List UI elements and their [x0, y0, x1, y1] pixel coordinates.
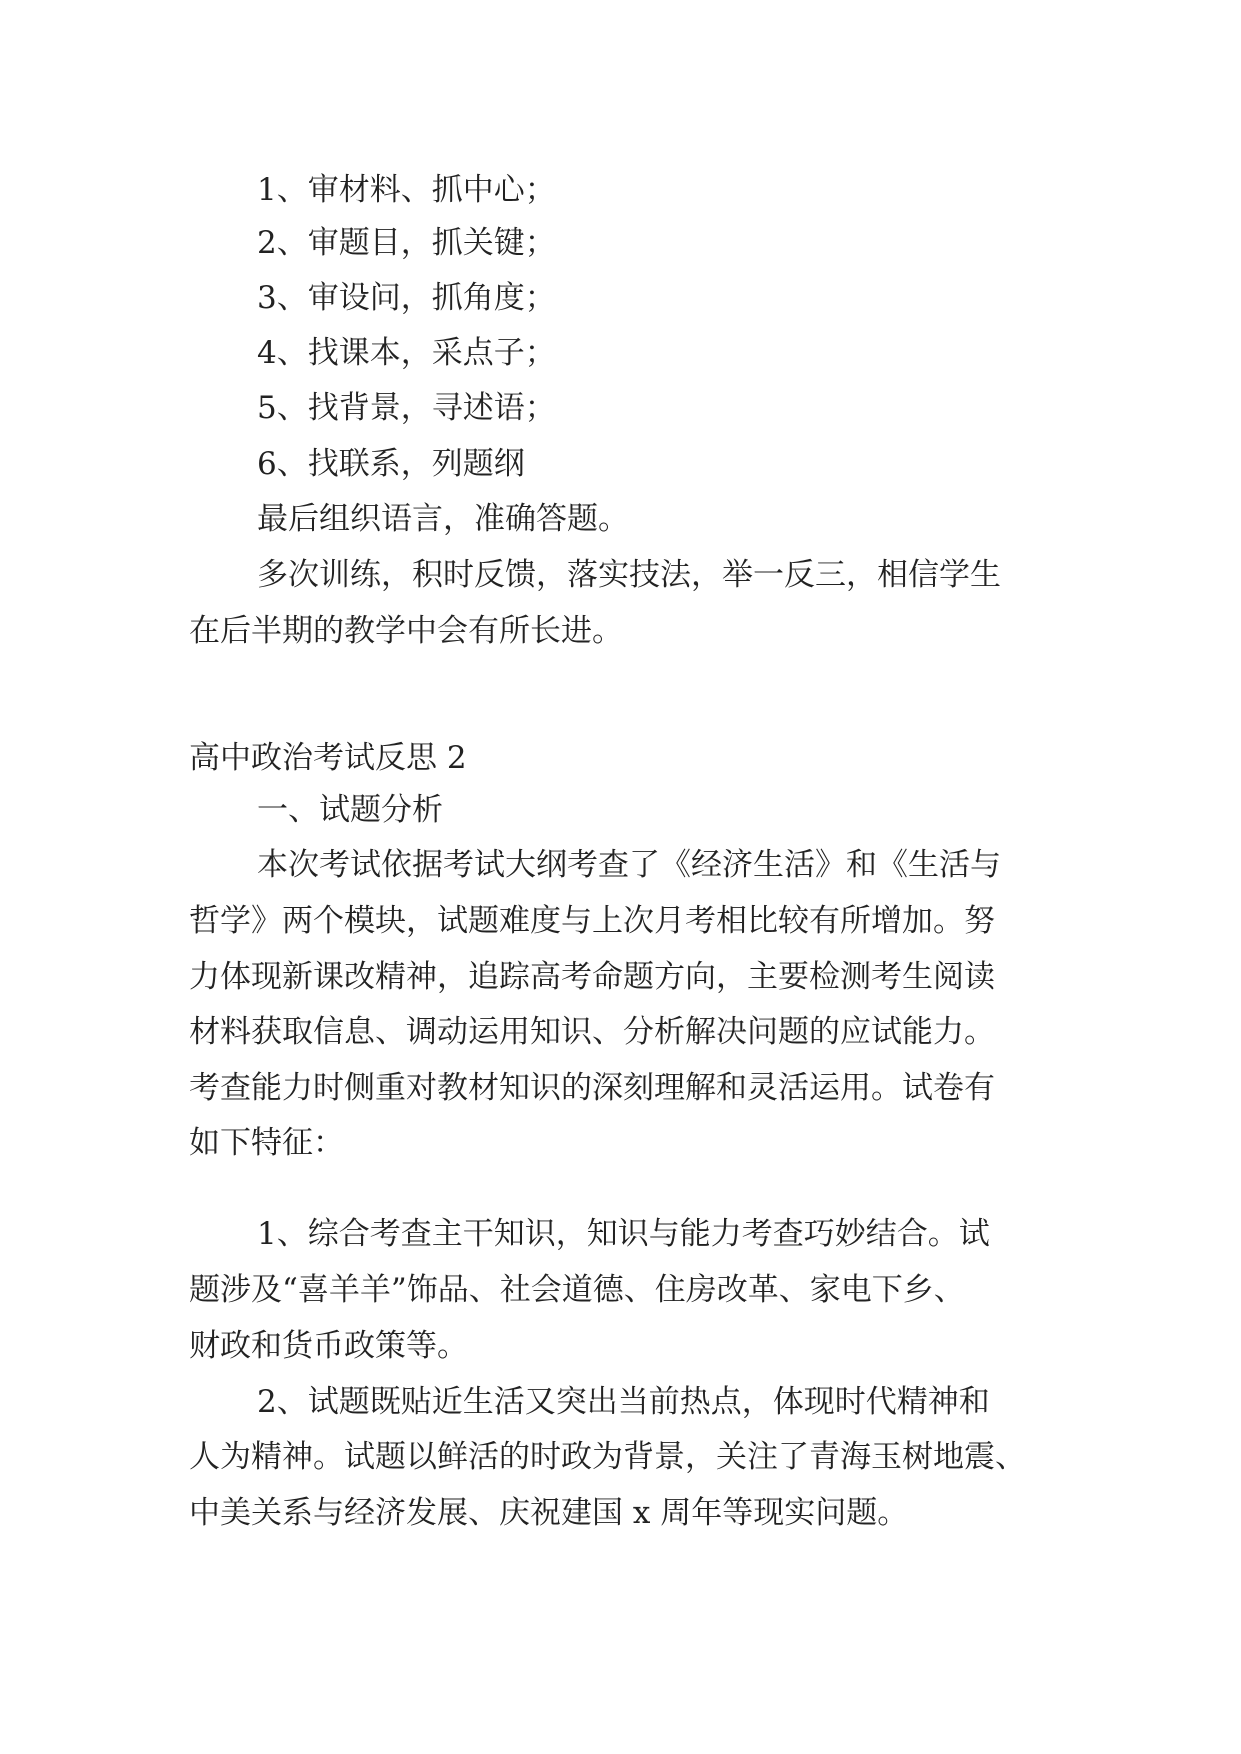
paragraph-line: 题涉及“喜羊羊”饰品、社会道德、住房改革、家电下乡、 [189, 1272, 965, 1308]
section-title: 高中政治考试反思 2 [189, 740, 467, 776]
paragraph-line: 2、试题既贴近生活又突出当前热点，体现时代精神和 [257, 1384, 990, 1420]
paragraph-line: 材料获取信息、调动运用知识、分析解决问题的应试能力。 [189, 1014, 995, 1050]
paragraph-line: 人为精神。试题以鲜活的时政为背景，关注了青海玉树地震、 [189, 1439, 1026, 1475]
paragraph-line: 如下特征： [189, 1125, 344, 1161]
step-item: 4、找课本，采点子； [257, 335, 556, 371]
step-item: 1、审材料、抓中心； [257, 172, 556, 208]
paragraph-line: 本次考试依据考试大纲考查了《经济生活》和《生活与 [257, 847, 1001, 883]
paragraph-line: 力体现新课改精神，追踪高考命题方向，主要检测考生阅读 [189, 959, 995, 995]
step-item: 5、找背景，寻述语； [257, 390, 556, 426]
paragraph-line: 多次训练，积时反馈，落实技法，举一反三，相信学生 [257, 557, 1001, 593]
step-item: 6、找联系，列题纲 [257, 446, 525, 482]
paragraph-line: 考查能力时侧重对教材知识的深刻理解和灵活运用。试卷有 [189, 1070, 995, 1106]
paragraph-line: 哲学》两个模块，试题难度与上次月考相比较有所增加。努 [189, 903, 995, 939]
paragraph-line: 1、综合考查主干知识，知识与能力考查巧妙结合。试 [257, 1216, 990, 1252]
paragraph-line: 财政和货币政策等。 [189, 1328, 468, 1364]
section-subheading: 一、试题分析 [257, 792, 443, 828]
paragraph-line: 在后半期的教学中会有所长进。 [189, 613, 623, 649]
step-item: 2、审题目，抓关键； [257, 225, 556, 261]
step-item: 3、审设问，抓角度； [257, 280, 556, 316]
paragraph-line: 中美关系与经济发展、庆祝建国 x 周年等现实问题。 [189, 1495, 909, 1531]
closing-line: 最后组织语言，准确答题。 [257, 501, 629, 537]
